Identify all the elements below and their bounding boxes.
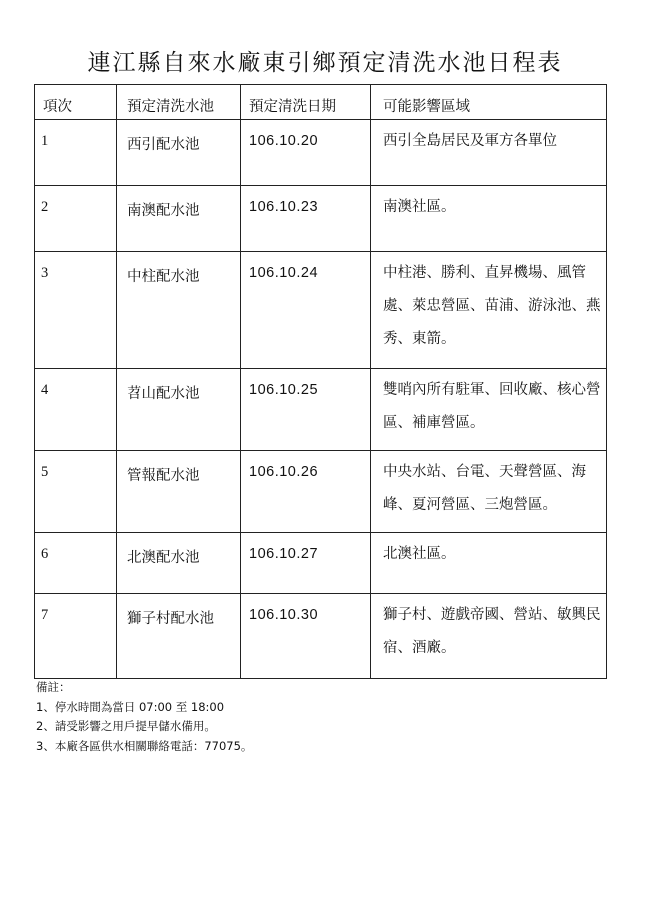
affected-area: 中央水站、台電、天聲營區、海峰、夏河營區、三炮營區。 — [371, 451, 607, 533]
row-number: 6 — [35, 533, 117, 594]
table-header-row — [35, 85, 607, 120]
pool-name: 南澳配水池 — [117, 186, 241, 252]
header-item-no: 項次 — [35, 85, 117, 120]
wash-date: 106.10.24 — [241, 252, 371, 369]
header-area: 可能影響區域 — [371, 85, 607, 120]
table-row — [35, 594, 607, 679]
notes-section — [36, 678, 596, 756]
affected-area: 西引全島居民及軍方各單位 — [371, 120, 607, 186]
row-number: 2 — [35, 186, 117, 252]
wash-date: 106.10.25 — [241, 369, 371, 451]
table-row — [35, 369, 607, 451]
wash-date: 106.10.27 — [241, 533, 371, 594]
pool-name: 管報配水池 — [117, 451, 241, 533]
row-number: 7 — [35, 594, 117, 679]
wash-date: 106.10.23 — [241, 186, 371, 252]
schedule-table — [34, 84, 607, 679]
pool-name: 中柱配水池 — [117, 252, 241, 369]
pool-name: 北澳配水池 — [117, 533, 241, 594]
affected-area: 南澳社區。 — [371, 186, 607, 252]
header-pool: 預定清洗水池 — [117, 85, 241, 120]
wash-date: 106.10.20 — [241, 120, 371, 186]
page-title: 連江縣自來水廠東引鄉預定清洗水池日程表 — [87, 50, 563, 76]
row-number: 5 — [35, 451, 117, 533]
wash-date: 106.10.30 — [241, 594, 371, 679]
table-row — [35, 186, 607, 252]
pool-name: 苕山配水池 — [117, 369, 241, 451]
table-row — [35, 252, 607, 369]
note-item: 2、請受影響之用戶提早儲水備用。 — [36, 719, 216, 733]
pool-name: 西引配水池 — [117, 120, 241, 186]
note-item: 3、本廠各區供水相關聯絡電話：77075。 — [36, 738, 253, 753]
pool-name: 獅子村配水池 — [117, 594, 241, 679]
wash-date: 106.10.26 — [241, 451, 371, 533]
note-item: 1、停水時間為當日 07:00 至 18:00 — [36, 699, 225, 714]
affected-area: 獅子村、遊戲帝國、營站、敏興民宿、酒廠。 — [371, 594, 607, 679]
row-number: 4 — [35, 369, 117, 451]
header-date: 預定清洗日期 — [241, 85, 371, 120]
row-number: 1 — [35, 120, 117, 186]
row-number: 3 — [35, 252, 117, 369]
affected-area: 雙哨內所有駐軍、回收廠、核心營區、補庫營區。 — [371, 369, 607, 451]
notes-heading: 備註： — [36, 680, 71, 694]
affected-area: 中柱港、勝利、直昇機場、風管處、萊忠營區、苗浦、游泳池、燕秀、東箭。 — [371, 252, 607, 369]
table-row — [35, 533, 607, 594]
table-row — [35, 120, 607, 186]
table-row — [35, 451, 607, 533]
affected-area: 北澳社區。 — [371, 533, 607, 594]
